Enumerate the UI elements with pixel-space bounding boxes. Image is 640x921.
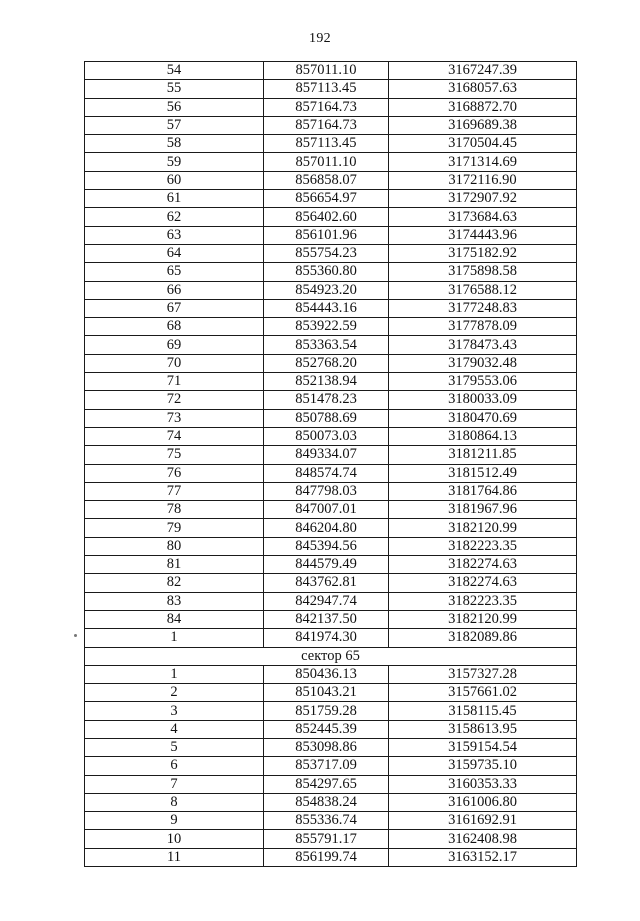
point-number-cell: 61: [85, 190, 264, 208]
x-coordinate-cell: 842137.50: [264, 610, 389, 628]
point-number-cell: 80: [85, 537, 264, 555]
point-number-cell: 68: [85, 318, 264, 336]
table-row: [85, 208, 577, 226]
point-number-cell: 72: [85, 391, 264, 409]
x-coordinate-cell: 856402.60: [264, 208, 389, 226]
table-row: [85, 629, 577, 647]
coordinates-table-body: [85, 62, 577, 867]
y-coordinate-cell: 3181764.86: [389, 482, 577, 500]
y-coordinate-cell: 3181967.96: [389, 501, 577, 519]
point-number-cell: 73: [85, 409, 264, 427]
y-coordinate-cell: 3170504.45: [389, 135, 577, 153]
x-coordinate-cell: 857164.73: [264, 116, 389, 134]
point-number-cell: 75: [85, 446, 264, 464]
x-coordinate-cell: 847798.03: [264, 482, 389, 500]
table-row: [85, 299, 577, 317]
point-number-cell: 60: [85, 171, 264, 189]
point-number-cell: 70: [85, 354, 264, 372]
table-row: [85, 812, 577, 830]
point-number-cell: 63: [85, 226, 264, 244]
point-number-cell: 77: [85, 482, 264, 500]
x-coordinate-cell: 856101.96: [264, 226, 389, 244]
x-coordinate-cell: 854838.24: [264, 793, 389, 811]
y-coordinate-cell: 3180864.13: [389, 427, 577, 445]
point-number-cell: 65: [85, 263, 264, 281]
x-coordinate-cell: 855791.17: [264, 830, 389, 848]
y-coordinate-cell: 3182120.99: [389, 610, 577, 628]
point-number-cell: 81: [85, 556, 264, 574]
x-coordinate-cell: 853717.09: [264, 757, 389, 775]
y-coordinate-cell: 3175898.58: [389, 263, 577, 281]
scan-speck: [74, 634, 77, 637]
table-row: [85, 482, 577, 500]
table-row: [85, 848, 577, 866]
point-number-cell: 11: [85, 848, 264, 866]
x-coordinate-cell: 848574.74: [264, 464, 389, 482]
y-coordinate-cell: 3179553.06: [389, 373, 577, 391]
y-coordinate-cell: 3173684.63: [389, 208, 577, 226]
y-coordinate-cell: 3167247.39: [389, 62, 577, 80]
table-row: [85, 427, 577, 445]
table-row: [85, 519, 577, 537]
x-coordinate-cell: 857113.45: [264, 80, 389, 98]
point-number-cell: 58: [85, 135, 264, 153]
y-coordinate-cell: 3182120.99: [389, 519, 577, 537]
x-coordinate-cell: 852445.39: [264, 720, 389, 738]
x-coordinate-cell: 853922.59: [264, 318, 389, 336]
table-row: [85, 464, 577, 482]
point-number-cell: 54: [85, 62, 264, 80]
y-coordinate-cell: 3172116.90: [389, 171, 577, 189]
table-row: [85, 592, 577, 610]
y-coordinate-cell: 3162408.98: [389, 830, 577, 848]
table-row: [85, 336, 577, 354]
table-row: [85, 665, 577, 683]
point-number-cell: 67: [85, 299, 264, 317]
point-number-cell: 84: [85, 610, 264, 628]
point-number-cell: 9: [85, 812, 264, 830]
x-coordinate-cell: 841974.30: [264, 629, 389, 647]
x-coordinate-cell: 851043.21: [264, 684, 389, 702]
y-coordinate-cell: 3157661.02: [389, 684, 577, 702]
y-coordinate-cell: 3168057.63: [389, 80, 577, 98]
x-coordinate-cell: 855336.74: [264, 812, 389, 830]
y-coordinate-cell: 3176588.12: [389, 281, 577, 299]
table-row: [85, 501, 577, 519]
table-row: [85, 391, 577, 409]
table-row: [85, 153, 577, 171]
y-coordinate-cell: 3182274.63: [389, 574, 577, 592]
y-coordinate-cell: 3177248.83: [389, 299, 577, 317]
x-coordinate-cell: 857164.73: [264, 98, 389, 116]
point-number-cell: 62: [85, 208, 264, 226]
x-coordinate-cell: 844579.49: [264, 556, 389, 574]
x-coordinate-cell: 842947.74: [264, 592, 389, 610]
y-coordinate-cell: 3159735.10: [389, 757, 577, 775]
point-number-cell: 2: [85, 684, 264, 702]
point-number-cell: 55: [85, 80, 264, 98]
y-coordinate-cell: 3182274.63: [389, 556, 577, 574]
y-coordinate-cell: 3163152.17: [389, 848, 577, 866]
table-row: [85, 446, 577, 464]
table-row: [85, 226, 577, 244]
y-coordinate-cell: 3160353.33: [389, 775, 577, 793]
y-coordinate-cell: 3180033.09: [389, 391, 577, 409]
table-row: [85, 537, 577, 555]
y-coordinate-cell: 3181211.85: [389, 446, 577, 464]
table-row: [85, 354, 577, 372]
y-coordinate-cell: 3171314.69: [389, 153, 577, 171]
y-coordinate-cell: 3174443.96: [389, 226, 577, 244]
y-coordinate-cell: 3169689.38: [389, 116, 577, 134]
point-number-cell: 3: [85, 702, 264, 720]
table-row: [85, 135, 577, 153]
y-coordinate-cell: 3161692.91: [389, 812, 577, 830]
section-label: сектор 65: [85, 647, 577, 665]
section-header-row: [85, 647, 577, 665]
table-row: [85, 684, 577, 702]
table-row: [85, 409, 577, 427]
coordinates-table: [84, 61, 577, 867]
x-coordinate-cell: 854297.65: [264, 775, 389, 793]
x-coordinate-cell: 855754.23: [264, 244, 389, 262]
y-coordinate-cell: 3161006.80: [389, 793, 577, 811]
x-coordinate-cell: 851759.28: [264, 702, 389, 720]
y-coordinate-cell: 3168872.70: [389, 98, 577, 116]
point-number-cell: 83: [85, 592, 264, 610]
table-row: [85, 98, 577, 116]
point-number-cell: 78: [85, 501, 264, 519]
x-coordinate-cell: 854923.20: [264, 281, 389, 299]
table-row: [85, 171, 577, 189]
table-row: [85, 720, 577, 738]
table-row: [85, 373, 577, 391]
y-coordinate-cell: 3182089.86: [389, 629, 577, 647]
x-coordinate-cell: 850436.13: [264, 665, 389, 683]
x-coordinate-cell: 847007.01: [264, 501, 389, 519]
point-number-cell: 1: [85, 629, 264, 647]
table-row: [85, 738, 577, 756]
table-row: [85, 775, 577, 793]
x-coordinate-cell: 855360.80: [264, 263, 389, 281]
y-coordinate-cell: 3182223.35: [389, 592, 577, 610]
y-coordinate-cell: 3182223.35: [389, 537, 577, 555]
x-coordinate-cell: 850073.03: [264, 427, 389, 445]
table-row: [85, 757, 577, 775]
point-number-cell: 59: [85, 153, 264, 171]
table-row: [85, 610, 577, 628]
y-coordinate-cell: 3177878.09: [389, 318, 577, 336]
y-coordinate-cell: 3159154.54: [389, 738, 577, 756]
x-coordinate-cell: 857011.10: [264, 62, 389, 80]
x-coordinate-cell: 856858.07: [264, 171, 389, 189]
point-number-cell: 71: [85, 373, 264, 391]
y-coordinate-cell: 3157327.28: [389, 665, 577, 683]
y-coordinate-cell: 3172907.92: [389, 190, 577, 208]
x-coordinate-cell: 857011.10: [264, 153, 389, 171]
table-row: [85, 702, 577, 720]
x-coordinate-cell: 856654.97: [264, 190, 389, 208]
x-coordinate-cell: 852138.94: [264, 373, 389, 391]
y-coordinate-cell: 3175182.92: [389, 244, 577, 262]
x-coordinate-cell: 846204.80: [264, 519, 389, 537]
x-coordinate-cell: 845394.56: [264, 537, 389, 555]
x-coordinate-cell: 850788.69: [264, 409, 389, 427]
point-number-cell: 5: [85, 738, 264, 756]
x-coordinate-cell: 853363.54: [264, 336, 389, 354]
point-number-cell: 69: [85, 336, 264, 354]
table-row: [85, 574, 577, 592]
x-coordinate-cell: 853098.86: [264, 738, 389, 756]
point-number-cell: 56: [85, 98, 264, 116]
point-number-cell: 8: [85, 793, 264, 811]
table-row: [85, 62, 577, 80]
y-coordinate-cell: 3180470.69: [389, 409, 577, 427]
point-number-cell: 57: [85, 116, 264, 134]
page-number: 192: [309, 31, 331, 46]
point-number-cell: 66: [85, 281, 264, 299]
x-coordinate-cell: 843762.81: [264, 574, 389, 592]
point-number-cell: 79: [85, 519, 264, 537]
table-row: [85, 281, 577, 299]
table-row: [85, 263, 577, 281]
point-number-cell: 64: [85, 244, 264, 262]
table-row: [85, 830, 577, 848]
point-number-cell: 7: [85, 775, 264, 793]
x-coordinate-cell: 856199.74: [264, 848, 389, 866]
table-row: [85, 244, 577, 262]
y-coordinate-cell: 3158115.45: [389, 702, 577, 720]
x-coordinate-cell: 854443.16: [264, 299, 389, 317]
point-number-cell: 82: [85, 574, 264, 592]
table-row: [85, 556, 577, 574]
table-row: [85, 190, 577, 208]
x-coordinate-cell: 852768.20: [264, 354, 389, 372]
point-number-cell: 6: [85, 757, 264, 775]
point-number-cell: 10: [85, 830, 264, 848]
y-coordinate-cell: 3179032.48: [389, 354, 577, 372]
x-coordinate-cell: 851478.23: [264, 391, 389, 409]
point-number-cell: 4: [85, 720, 264, 738]
table-row: [85, 318, 577, 336]
point-number-cell: 74: [85, 427, 264, 445]
point-number-cell: 76: [85, 464, 264, 482]
point-number-cell: 1: [85, 665, 264, 683]
table-row: [85, 80, 577, 98]
x-coordinate-cell: 849334.07: [264, 446, 389, 464]
x-coordinate-cell: 857113.45: [264, 135, 389, 153]
table-row: [85, 116, 577, 134]
table-row: [85, 793, 577, 811]
y-coordinate-cell: 3178473.43: [389, 336, 577, 354]
y-coordinate-cell: 3158613.95: [389, 720, 577, 738]
y-coordinate-cell: 3181512.49: [389, 464, 577, 482]
